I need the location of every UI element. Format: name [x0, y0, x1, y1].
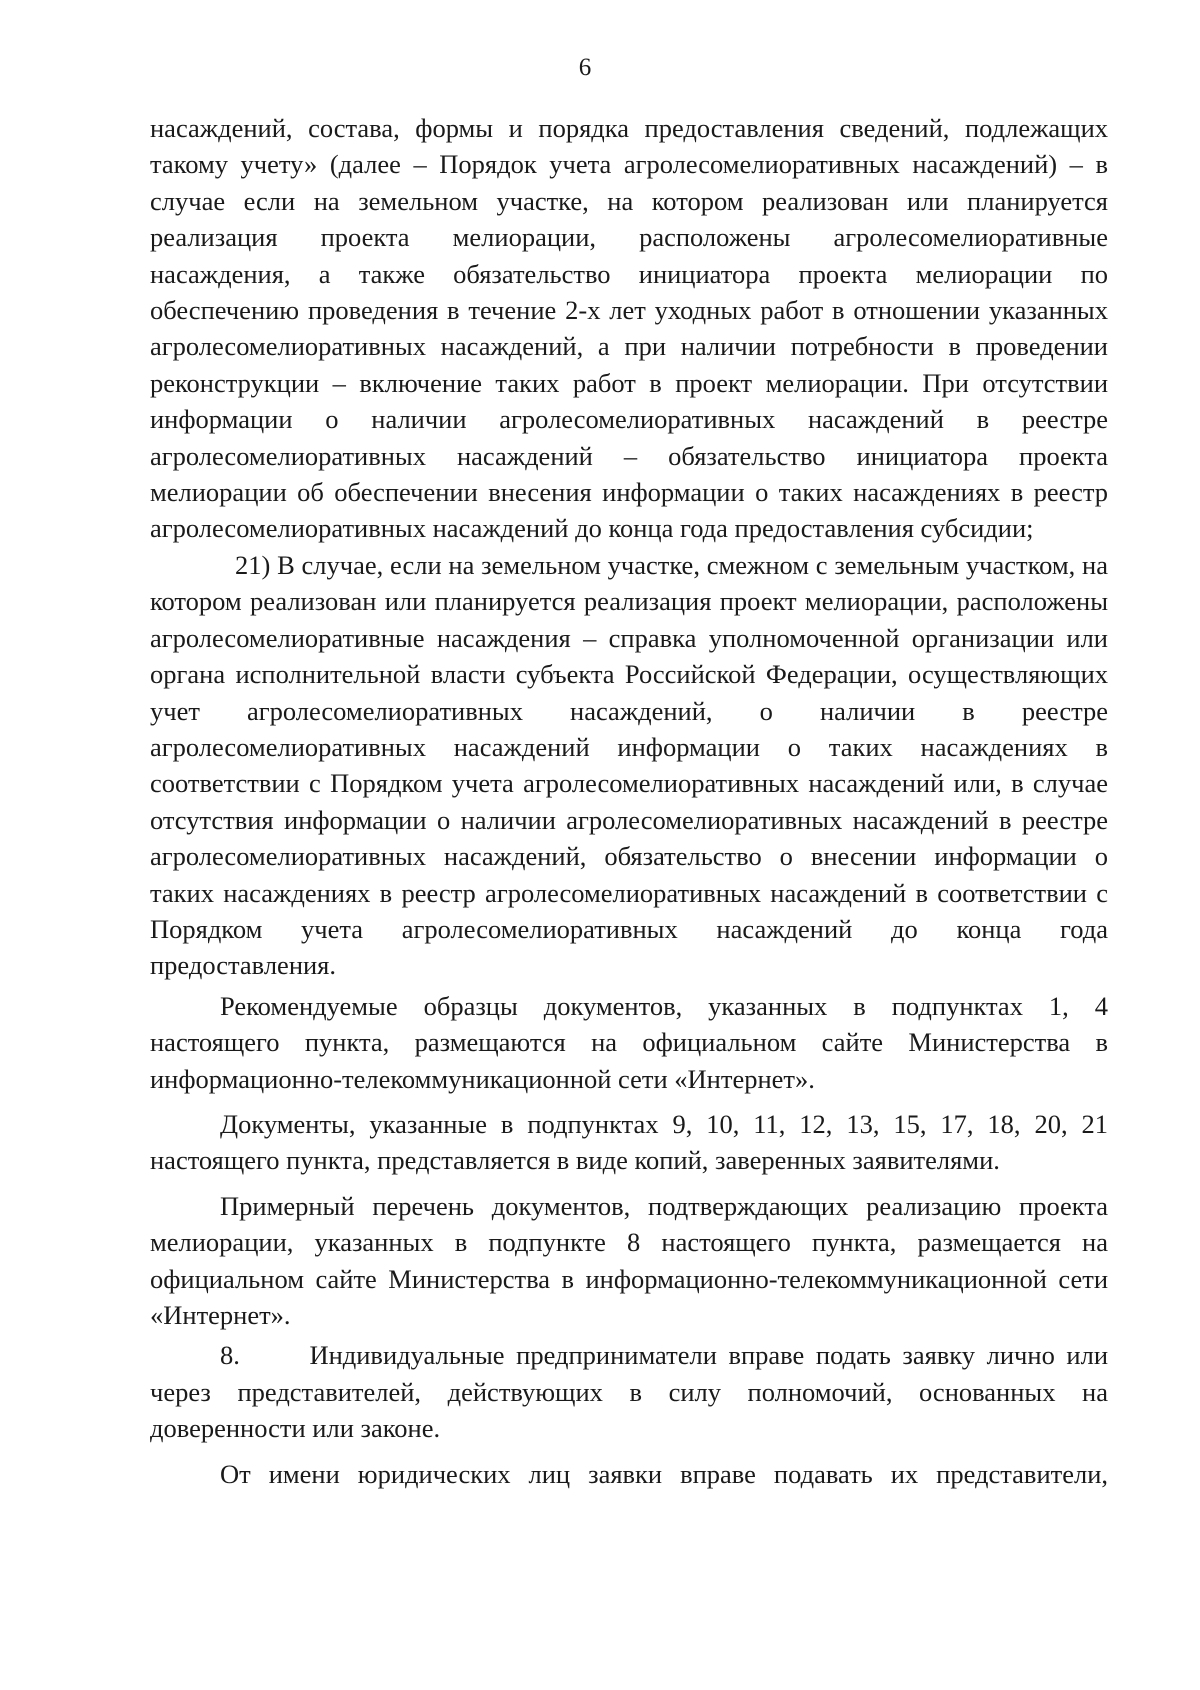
paragraph-continuation: насаждений, состава, формы и порядка предоставления сведений, подлежащих такому учету» (далее – Порядок учета агролесомелиоративных насаждений) – в случае если на земельном участке, на котором реализован или планируется реализация проекта мелиорации, расположены агролесомелиоративные насаждения, а также обязательство инициатора проекта мелиорации по обеспечению проведения в течение 2-х лет уходных работ в отношении указанных агролесомелиоративных насаждений, а при наличии потребности в проведении реконструкции – включение таких работ в проект мелиорации. При отсутствии информации о наличии агролесомелиоративных насаждений в реестре агролесомелиоративных насаждений – обязательство инициатора проекта мелиорации об обеспечении внесения информации о таких насаждениях в реестр агролесомелиоративных насаждений до конца года предоставления субсидии;	[150, 113, 1108, 544]
document-body	[150, 110, 1115, 1492]
paragraph-item-8: 8. Индивидуальные предприниматели вправе подать заявку лично или через представителей, действующих в силу полномочий, основанных на доверенности или законе.	[150, 1340, 1115, 1444]
paragraph-document-copies: Документы, указанные в подпунктах 9, 10, 11, 12, 13, 15, 17, 18, 20, 21 настоящего пункта, представляется в виде копий, заверенных заявителями.	[150, 1108, 1108, 1176]
page-number: 6	[578, 54, 592, 81]
paragraph-item-21: 21) В случае, если на земельном участке, смежном с земельным участком, на котором реализован или планируется реализация проект мелиорации, расположены агролесомелиоративные насаждения – справка уполномоченной организации или органа исполнительной власти субъекта Российской Федерации, осуществляющих учет агролесомелиоративных насаждений, о наличии в реестре агролесомелиоративных насаждений информации о таких насаждениях в соответствии с Порядком учета агролесомелиоративных насаждений или, в случае отсутствия информации о наличии агролесомелиоративных насаждений в реестре агролесомелиоративных насаждений, обязательство о внесении информации о таких насаждениях в реестр агролесомелиоративных насаждений в соответствии с Порядком учета агролесомелиоративных насаждений до конца года предоставления.	[150, 549, 1108, 981]
paragraph-legal-entities: От имени юридических лиц заявки вправе подавать их представители,	[220, 1458, 1108, 1489]
paragraph-recommended-samples: Рекомендуемые образцы документов, указанных в подпунктах 1, 4 настоящего пункта, размещаются на официальном сайте Министерства в информационно-телекоммуникационной сети «Интернет».	[150, 990, 1108, 1094]
paragraph-document-list: Примерный перечень документов, подтверждающих реализацию проекта мелиорации, указанных в подпункте 8 настоящего пункта, размещается на официальном сайте Министерства в информационно-телекоммуникационной сети «Интернет».	[150, 1190, 1108, 1330]
